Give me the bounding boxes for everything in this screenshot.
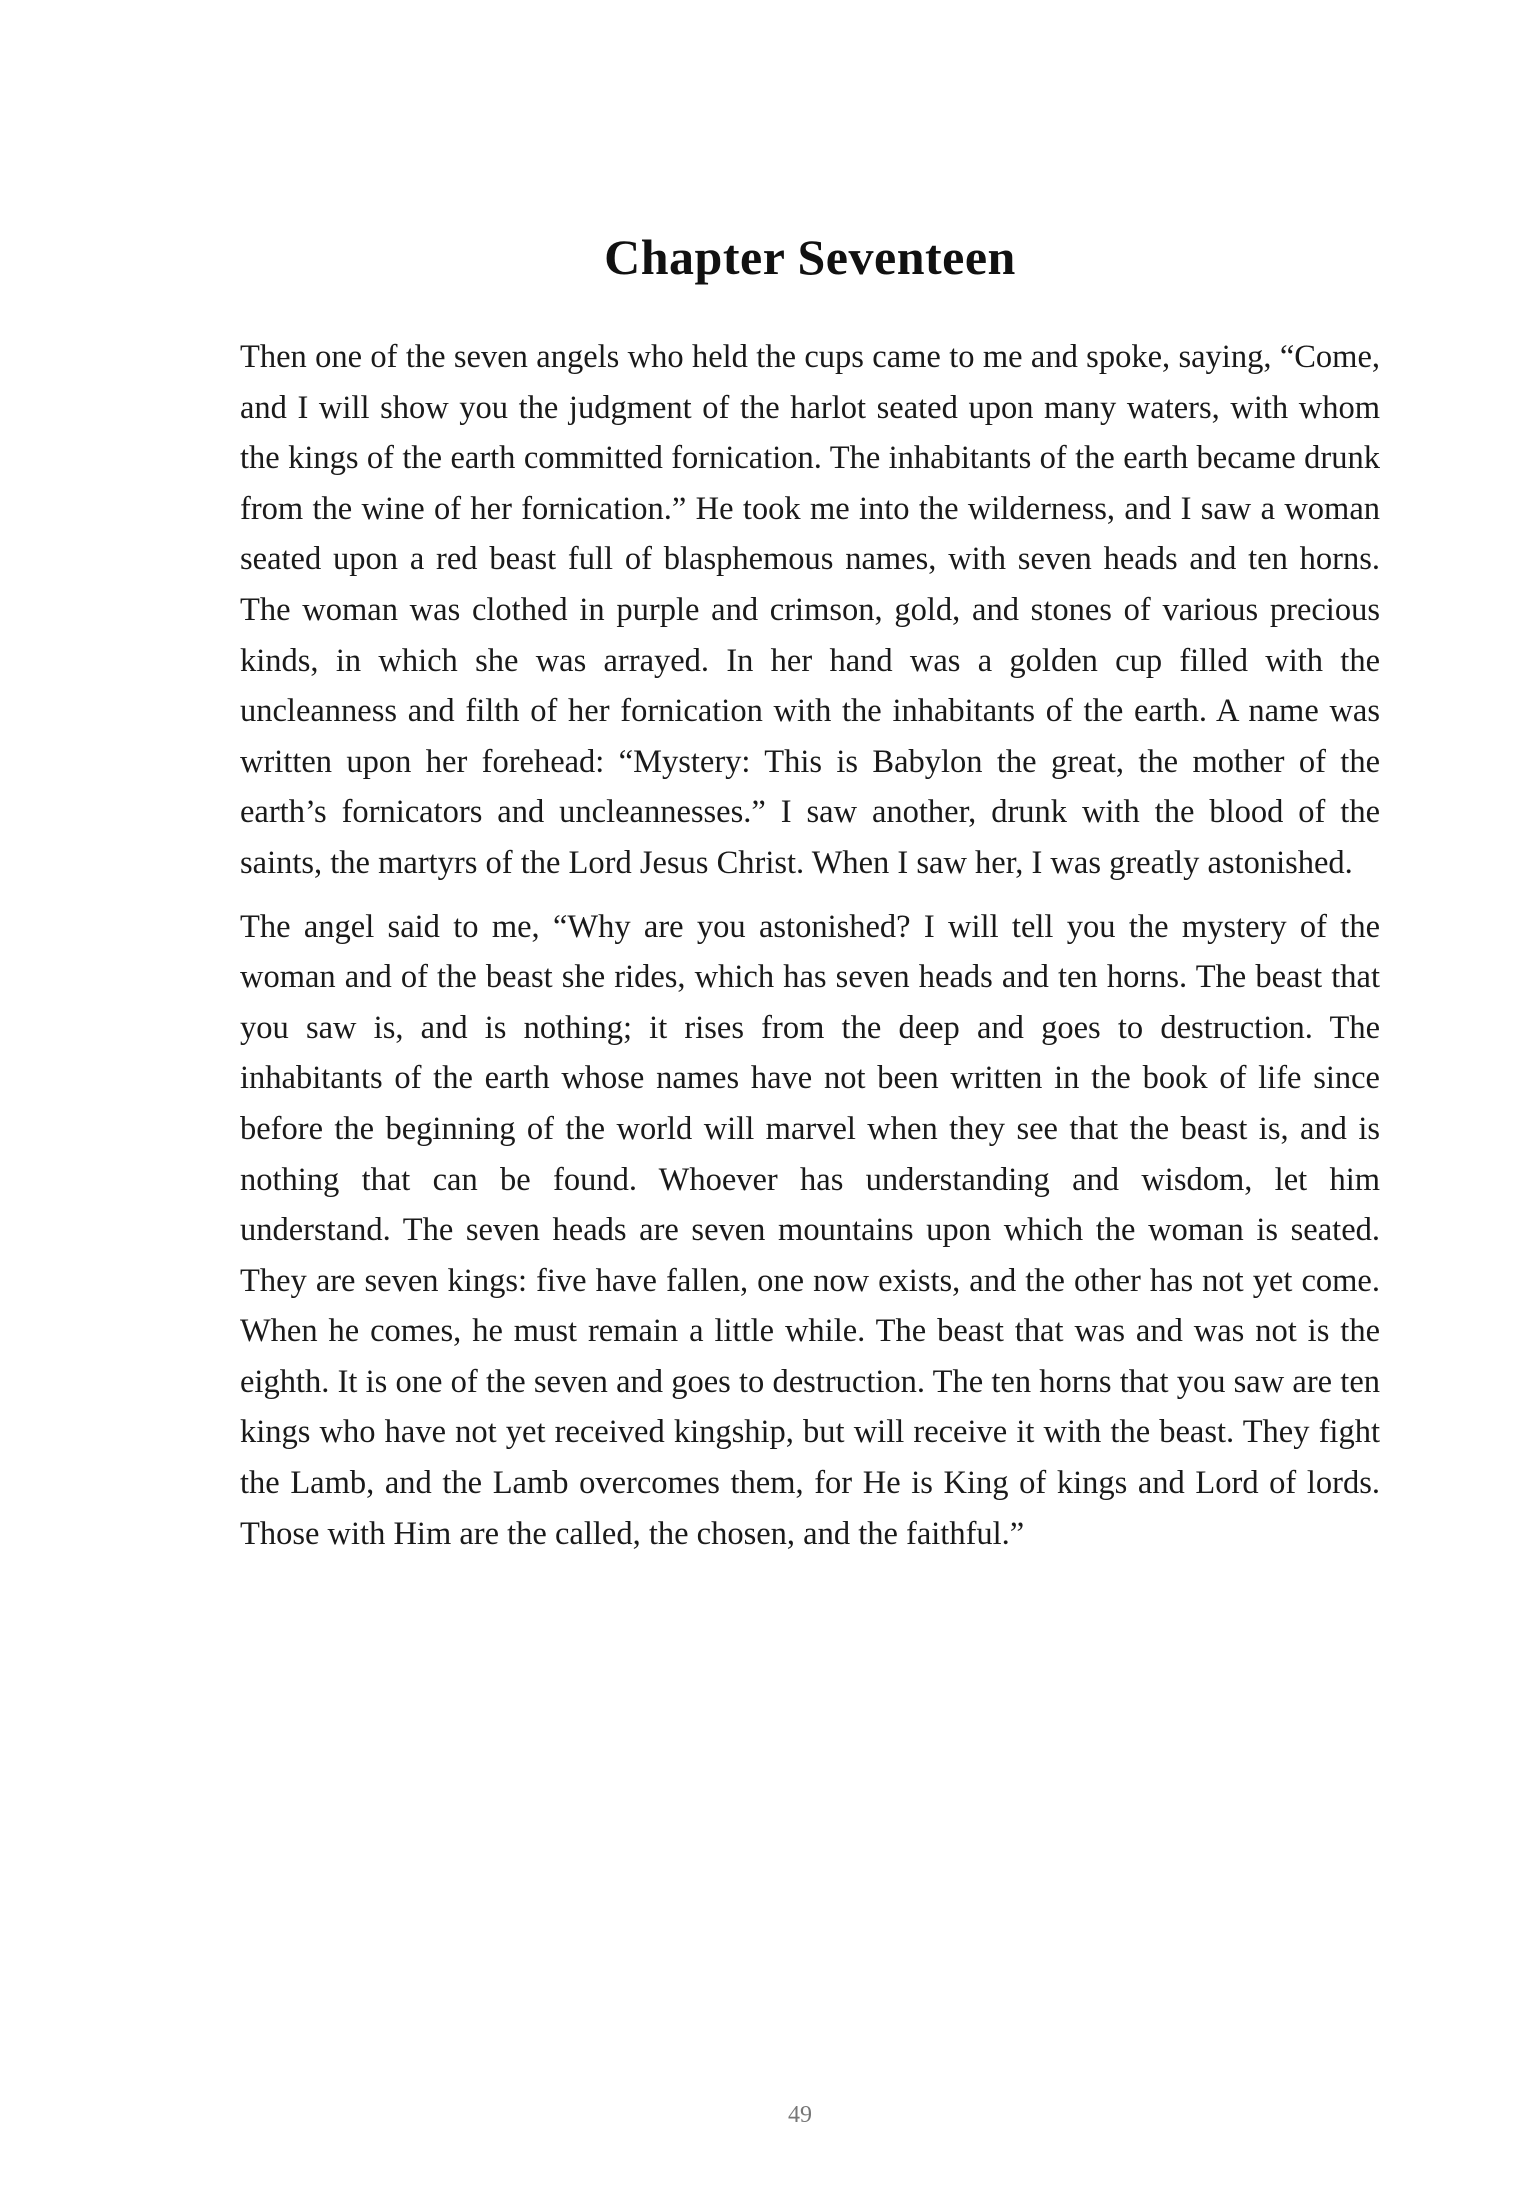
chapter-title: Chapter Seventeen	[604, 229, 1016, 285]
body-paragraph-1: Then one of the seven angels who held the cups came to me and spoke, saying, “Come, and I will show you the judgment of the harlot seated upon many waters, with whom the kings of the earth committed fornication. The inhabitants of the earth became drunk from the wine of her fornication.” He took me into the wilderness, and I saw a woman seated upon a red beast full of blasphemous names, with seven heads and ten horns. The woman was clothed in purple and crimson, gold, and stones of various precious kinds, in which she was arrayed. In her hand was a golden cup filled with the uncleanness and filth of her fornication with the inhabitants of the earth. A name was written upon her forehead: “Mystery: This is Babylon the great, the mother of the earth’s fornicators and uncleannesses.” I saw another, drunk with the blood of the saints, the martyrs of the Lord Jesus Christ. When I saw her, I was greatly astonished.	[240, 339, 1380, 881]
page-number: 49	[788, 2102, 812, 2128]
body-paragraph-2: The angel said to me, “Why are you astonished? I will tell you the mystery of the woman and of the beast she rides, which has seven heads and ten horns. The beast that you saw is, and is nothing; it rises from the deep and goes to destruction. The inhabitants of the earth whose names have not been written in the book of life since before the beginning of the world will marvel when they see that the beast is, and is nothing that can be found. Whoever has understanding and wisdom, let him understand. The seven heads are seven mountains upon which the woman is seated. They are seven kings: five have fallen, one now exists, and the other has not yet come. When he comes, he must remain a little while. The beast that was and was not is the eighth. It is one of the seven and goes to destruction. The ten horns that you saw are ten kings who have not yet received kingship, but will receive it with the beast. They fight the Lamb, and the Lamb overcomes them, for He is King of kings and Lord of lords. Those with Him are the called, the chosen, and the faithful.”	[240, 908, 1380, 1552]
chapter-body	[240, 332, 1380, 1572]
